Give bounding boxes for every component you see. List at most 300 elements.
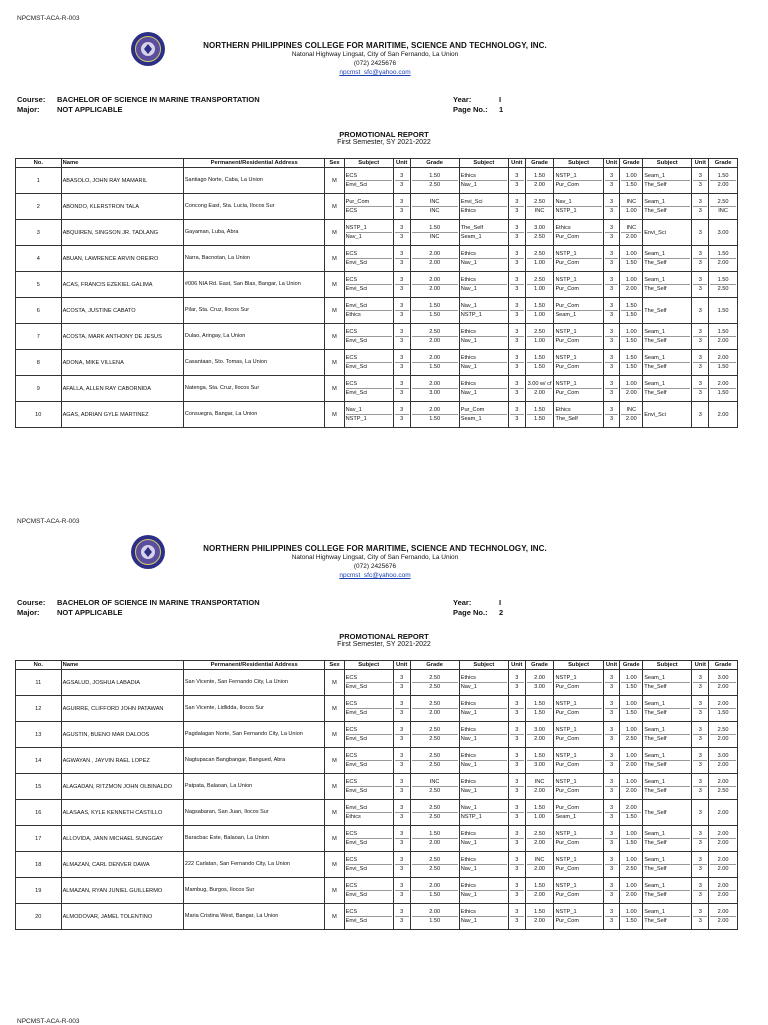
- student-name: ABASOLO, JOHN RAY MAMARIL: [61, 168, 183, 194]
- subject-unit-cell: [393, 722, 410, 748]
- subject-unit: 3: [510, 328, 524, 337]
- subject-unit: 3: [693, 830, 707, 839]
- subject-unit: 3: [400, 234, 404, 240]
- subject-name: Ethics: [461, 882, 507, 891]
- subject-grade: 2.00: [429, 286, 441, 292]
- column-header: Unit: [603, 159, 620, 168]
- column-header: Grade: [620, 661, 643, 670]
- subject-name: NSTP_1: [555, 700, 601, 709]
- subject-name-cell: [459, 246, 508, 272]
- subject-unit: 3: [400, 182, 404, 188]
- subject-name: ECS: [346, 250, 392, 259]
- subject-unit-cell: [692, 402, 709, 428]
- column-header: Name: [61, 661, 183, 670]
- subject-name: Nav_1: [460, 684, 477, 690]
- subject-unit-cell: [603, 774, 620, 800]
- subject-name: The_Self: [644, 736, 667, 742]
- subject-unit-cell: [393, 904, 410, 930]
- subject-grade: INC: [621, 224, 641, 233]
- subject-unit: 3: [698, 364, 702, 370]
- subject-unit-cell: [692, 800, 709, 826]
- subject-unit: 3: [609, 416, 614, 422]
- report-title-block: [0, 130, 768, 146]
- subject-name: Nav_1: [460, 182, 477, 188]
- subject-name: Envi_Sci: [345, 390, 368, 396]
- student-name: ADONA, MIKE VILLENA: [61, 350, 183, 376]
- subject-unit-cell: [393, 194, 410, 220]
- subject-name: Envi_Sci: [345, 286, 368, 292]
- subject-grade: 2.00: [429, 260, 441, 266]
- subject-unit: 3: [510, 830, 524, 839]
- subject-unit: 3: [605, 302, 619, 311]
- table-row: [16, 246, 738, 272]
- subject-unit: 3: [698, 684, 702, 690]
- subject-name-cell: [643, 168, 692, 194]
- subject-name: Seam_1: [644, 172, 690, 181]
- subject-grade: 2.00: [534, 736, 545, 742]
- subject-grade: 1.00: [625, 208, 637, 214]
- student-sex: M: [325, 748, 344, 774]
- student-name: AFALLA, ALLEN RAY CABORNIDA: [61, 376, 183, 402]
- subject-unit-cell: [692, 774, 709, 800]
- subject-grade: 1.50: [534, 416, 545, 422]
- subject-unit-cell: [508, 168, 525, 194]
- subject-grade-cell: [620, 298, 643, 324]
- subject-grade: 2.50: [527, 830, 553, 839]
- subject-name: Ethics: [461, 172, 507, 181]
- semester-label: First Semester, SY 2021-2022: [337, 641, 431, 648]
- column-header: Name: [61, 159, 183, 168]
- subject-unit: 3: [693, 700, 707, 709]
- subject-unit: 3: [609, 338, 614, 344]
- subject-grade: 2.50: [429, 684, 441, 690]
- subject-unit: 3: [510, 804, 524, 813]
- subject-unit-cell: [393, 324, 410, 350]
- subject-unit: 3: [605, 172, 619, 181]
- subject-grade: 2.00: [625, 234, 637, 240]
- student-name: AGWAYAN , JAYVIN RAEL LOPEZ: [61, 748, 183, 774]
- subject-grade-cell: [525, 748, 554, 774]
- subject-grade: 2.00: [534, 788, 545, 794]
- subject-name-cell: [554, 246, 603, 272]
- subject-name-cell: [554, 194, 603, 220]
- subject-grade: 1.00: [621, 778, 641, 787]
- student-name: AGUIRRE, CLIFFORD JOHN PATAWAN: [61, 696, 183, 722]
- student-address: Pilar, Sta. Cruz, Ilocos Sur: [183, 298, 325, 324]
- subject-grade-cell: [620, 670, 643, 696]
- subject-unit: 3: [515, 182, 519, 188]
- subject-unit: 3: [510, 882, 524, 891]
- subject-unit: 3: [698, 892, 702, 898]
- subject-name: Envi_Sci: [345, 684, 368, 690]
- subject-name: ECS: [346, 778, 392, 787]
- subject-name-cell: [459, 376, 508, 402]
- subject-name-cell: [344, 298, 393, 324]
- subject-name: Pur_Com: [555, 866, 580, 872]
- subject-name-cell: [459, 350, 508, 376]
- subject-name: Pur_Com: [555, 710, 580, 716]
- subject-grade-cell: [620, 194, 643, 220]
- column-header: Grade: [410, 159, 459, 168]
- student-address: 222 Carlatan, San Fernando City, La Union: [183, 852, 325, 878]
- subject-unit: 3: [395, 198, 409, 207]
- student-sex: M: [325, 774, 344, 800]
- student-sex: M: [325, 220, 344, 246]
- subject-grade-cell: [709, 220, 738, 246]
- subject-grade-cell: [410, 904, 459, 930]
- subject-grade-cell: [620, 350, 643, 376]
- subject-name-cell: [554, 350, 603, 376]
- subject-unit: 3: [605, 380, 619, 389]
- school-email-link[interactable]: npcmst_sfc@yahoo.com: [339, 572, 411, 579]
- subject-unit: 3: [698, 866, 702, 872]
- subject-name: Nav_1: [460, 788, 477, 794]
- subject-grade: 1.50: [625, 814, 637, 820]
- subject-unit-cell: [508, 272, 525, 298]
- subject-unit: 3: [515, 762, 519, 768]
- table-row: [16, 852, 738, 878]
- subject-name-cell: [643, 376, 692, 402]
- subject-name-cell: [554, 774, 603, 800]
- school-email-link[interactable]: npcmst_sfc@yahoo.com: [339, 69, 411, 76]
- subject-grade-cell: [525, 774, 554, 800]
- subject-unit: 3: [693, 752, 707, 761]
- subject-unit: 3: [698, 788, 702, 794]
- subject-unit: 3: [698, 411, 702, 418]
- subject-name: Pur_Com: [555, 338, 580, 344]
- subject-unit-cell: [692, 826, 709, 852]
- subject-grade: 2.50: [527, 276, 553, 285]
- subject-unit-cell: [692, 670, 709, 696]
- subject-unit-cell: [393, 696, 410, 722]
- subject-grade: 2.00: [412, 276, 458, 285]
- subject-unit: 3: [395, 302, 409, 311]
- subject-unit-cell: [603, 324, 620, 350]
- subject-name: Pur_Com: [461, 406, 507, 415]
- table-row: [16, 722, 738, 748]
- subject-grade: 2.00: [710, 908, 736, 917]
- subject-name: Nav_1: [460, 390, 477, 396]
- student-address: Narra, Bacnotan, La Union: [183, 246, 325, 272]
- subject-unit: 3: [609, 208, 614, 214]
- subject-name: Seam_1: [644, 354, 690, 363]
- subject-name: Ethics: [461, 250, 507, 259]
- subject-grade: 1.50: [412, 224, 458, 233]
- subject-name: Seam_1: [555, 814, 577, 820]
- subject-name-cell: [344, 800, 393, 826]
- subject-name-cell: [643, 774, 692, 800]
- subject-unit-cell: [508, 748, 525, 774]
- subject-name: Ethics: [461, 354, 507, 363]
- subject-unit: 3: [515, 684, 519, 690]
- student-sex: M: [325, 272, 344, 298]
- subject-grade: 1.50: [527, 752, 553, 761]
- subject-grade: INC: [718, 208, 728, 214]
- subject-unit: 3: [510, 726, 524, 735]
- subject-name-cell: [344, 350, 393, 376]
- subject-name-cell: [459, 272, 508, 298]
- student-number: 20: [16, 904, 62, 930]
- subject-name: ECS: [346, 726, 392, 735]
- subject-name: Nav_1: [460, 840, 477, 846]
- student-number: 8: [16, 350, 62, 376]
- subject-grade-cell: [410, 774, 459, 800]
- student-sex: M: [325, 852, 344, 878]
- column-header: Unit: [508, 661, 525, 670]
- subject-grade: 1.00: [621, 250, 641, 259]
- year-value: I: [499, 95, 502, 104]
- subject-name: Nav_1: [460, 918, 477, 924]
- subject-unit: 3: [395, 908, 409, 917]
- subject-name: NSTP_1: [460, 814, 482, 820]
- subject-unit-cell: [508, 220, 525, 246]
- subject-unit: 3: [510, 302, 524, 311]
- subject-name: The_Self: [644, 710, 667, 716]
- subject-unit: 3: [400, 286, 404, 292]
- subject-grade: 2.50: [429, 736, 441, 742]
- subject-name-cell: [344, 774, 393, 800]
- subject-grade-cell: [525, 168, 554, 194]
- subject-unit: 3: [693, 882, 707, 891]
- subject-unit-cell: [603, 376, 620, 402]
- subject-unit-cell: [692, 696, 709, 722]
- subject-grade: 2.00: [710, 882, 736, 891]
- page-no-value: 1: [499, 105, 504, 114]
- subject-grade-cell: [410, 376, 459, 402]
- subject-unit: 3: [510, 778, 524, 787]
- student-number: 14: [16, 748, 62, 774]
- student-number: 19: [16, 878, 62, 904]
- subject-grade-cell: [709, 194, 738, 220]
- subject-name: NSTP_1: [555, 328, 601, 337]
- subject-grade: 1.00: [534, 312, 545, 318]
- subject-grade-cell: [525, 826, 554, 852]
- subject-grade-cell: [620, 402, 643, 428]
- subject-grade: 1.00: [621, 726, 641, 735]
- subject-unit: 3: [400, 762, 404, 768]
- subject-unit: 3: [510, 276, 524, 285]
- table-row: [16, 220, 738, 246]
- subject-name: Pur_Com: [555, 260, 580, 266]
- subject-grade-cell: [410, 826, 459, 852]
- subject-name: The_Self: [461, 224, 507, 233]
- subject-name: ECS: [346, 700, 392, 709]
- subject-grade: 1.00: [534, 260, 545, 266]
- subject-name: Envi_Sci: [345, 840, 368, 846]
- subject-grade: 1.50: [527, 908, 553, 917]
- column-header: Subject: [643, 661, 692, 670]
- subject-grade-cell: [709, 800, 738, 826]
- subject-grade: 2.50: [710, 198, 736, 207]
- subject-name: NSTP_1: [555, 172, 601, 181]
- subject-name: Seam_1: [644, 198, 690, 207]
- subject-name: Pur_Com: [555, 788, 580, 794]
- subject-grade: 3.00: [534, 762, 545, 768]
- subject-grade: 2.00: [527, 674, 553, 683]
- table-row: [16, 800, 738, 826]
- student-number: 6: [16, 298, 62, 324]
- subject-name-cell: [344, 220, 393, 246]
- subject-grade: 2.00: [412, 354, 458, 363]
- subject-unit: 3: [693, 778, 707, 787]
- subject-name-cell: [344, 670, 393, 696]
- subject-unit-cell: [603, 272, 620, 298]
- subject-grade: 2.50: [429, 762, 441, 768]
- subject-name-cell: [344, 904, 393, 930]
- subject-grade-cell: [709, 246, 738, 272]
- subject-name: Envi_Sci: [345, 762, 368, 768]
- subject-name: Pur_Com: [346, 198, 392, 207]
- column-header: Grade: [709, 159, 738, 168]
- subject-name: Envi_Sci: [346, 804, 392, 813]
- school-phone: (072) 2425676: [353, 563, 397, 570]
- subject-grade: 2.50: [429, 866, 441, 872]
- table-row: [16, 904, 738, 930]
- subject-grade: 1.00: [621, 380, 641, 389]
- subject-unit: 3: [609, 788, 614, 794]
- subject-name: NSTP_1: [555, 354, 601, 363]
- subject-unit: 3: [605, 674, 619, 683]
- student-sex: M: [325, 800, 344, 826]
- subject-name-cell: [643, 852, 692, 878]
- course-label: Course:: [17, 95, 46, 104]
- subject-grade-cell: [525, 324, 554, 350]
- subject-unit-cell: [692, 194, 709, 220]
- student-address: Nagtupacan Bangbangar, Bangued, Abra: [183, 748, 325, 774]
- column-header: Grade: [525, 661, 554, 670]
- year-value: I: [499, 598, 502, 607]
- subject-name: Seam_1: [460, 416, 482, 422]
- subject-name: NSTP_1: [555, 882, 601, 891]
- subject-grade-cell: [410, 670, 459, 696]
- subject-name: Pur_Com: [555, 840, 580, 846]
- subject-unit-cell: [393, 748, 410, 774]
- subject-grade-cell: [620, 376, 643, 402]
- subject-grade-cell: [709, 670, 738, 696]
- subject-name-cell: [643, 402, 692, 428]
- subject-unit-cell: [508, 298, 525, 324]
- subject-name: Envi_Sci: [345, 338, 368, 344]
- subject-unit: 3: [698, 809, 702, 816]
- subject-name-cell: [459, 878, 508, 904]
- subject-unit: 3: [698, 208, 702, 214]
- subject-grade: 2.50: [412, 700, 458, 709]
- subject-grade: 1.50: [625, 684, 637, 690]
- subject-grade: 2.50: [412, 856, 458, 865]
- subject-name: Envi_Sci: [345, 788, 368, 794]
- subject-name: Pur_Com: [555, 918, 580, 924]
- student-name: ABQUIREN, SINGSON JR. TADLANG: [61, 220, 183, 246]
- subject-grade: 1.00: [534, 338, 545, 344]
- subject-name: ECS: [345, 208, 358, 214]
- subject-unit: 3: [515, 866, 519, 872]
- subject-unit-cell: [692, 168, 709, 194]
- subject-grade-cell: [410, 168, 459, 194]
- subject-name: Seam_1: [555, 312, 577, 318]
- subject-grade-cell: [620, 904, 643, 930]
- subject-unit-cell: [603, 246, 620, 272]
- subject-grade: 2.00: [625, 390, 637, 396]
- subject-name: NSTP_1: [555, 208, 577, 214]
- subject-grade-cell: [709, 168, 738, 194]
- subject-unit-cell: [393, 826, 410, 852]
- subject-unit: 3: [515, 208, 519, 214]
- subject-unit-cell: [603, 800, 620, 826]
- subject-grade: 2.00: [717, 866, 729, 872]
- course-block: [17, 598, 260, 618]
- subject-unit: 3: [510, 752, 524, 761]
- subject-name: Ethics: [461, 778, 507, 787]
- subject-unit: 3: [609, 840, 614, 846]
- subject-grade: 1.00: [534, 286, 545, 292]
- subject-grade-cell: [709, 272, 738, 298]
- student-address: San Vicente, Lidlidda, Ilocos Sur: [183, 696, 325, 722]
- subject-unit: 3: [609, 234, 614, 240]
- subject-name-cell: [459, 696, 508, 722]
- subject-unit: 3: [510, 700, 524, 709]
- subject-grade: 1.50: [710, 276, 736, 285]
- subject-grade-cell: [410, 800, 459, 826]
- subject-grade: 1.50: [527, 354, 553, 363]
- subject-name-cell: [643, 350, 692, 376]
- student-name: ALLOVIDA, JANN MICHAEL SUNGGAY: [61, 826, 183, 852]
- subject-grade: 2.00: [717, 684, 729, 690]
- subject-name-cell: [643, 324, 692, 350]
- subject-name: Seam_1: [644, 250, 690, 259]
- subject-name: Nav_1: [460, 892, 477, 898]
- subject-grade: 1.50: [717, 390, 729, 396]
- student-sex: M: [325, 878, 344, 904]
- subject-unit: 3: [395, 778, 409, 787]
- subject-name: Nav_1: [460, 762, 477, 768]
- subject-name: Envi_Sci: [345, 182, 368, 188]
- subject-name-cell: [344, 194, 393, 220]
- subject-grade-cell: [410, 748, 459, 774]
- subject-grade: 2.50: [429, 788, 441, 794]
- subject-unit-cell: [393, 168, 410, 194]
- student-address: Gayaman, Luba, Abra: [183, 220, 325, 246]
- subject-name-cell: [459, 168, 508, 194]
- subject-unit: 3: [609, 390, 614, 396]
- column-header: Subject: [554, 159, 603, 168]
- subject-unit-cell: [393, 878, 410, 904]
- subject-grade-cell: [525, 246, 554, 272]
- subject-name: NSTP_1: [555, 276, 601, 285]
- subject-grade: INC: [621, 406, 641, 415]
- subject-grade-cell: [410, 350, 459, 376]
- subject-grade: 1.50: [625, 710, 637, 716]
- table-row: [16, 168, 738, 194]
- subject-name-cell: [344, 272, 393, 298]
- subject-name-cell: [643, 670, 692, 696]
- subject-unit: 3: [698, 710, 702, 716]
- subject-unit: 3: [395, 804, 409, 813]
- subject-name-cell: [554, 324, 603, 350]
- table-row: [16, 350, 738, 376]
- subject-name-cell: [554, 748, 603, 774]
- subject-unit: 3: [400, 788, 404, 794]
- student-number: 7: [16, 324, 62, 350]
- column-header: Permanent/Residential Address: [183, 661, 325, 670]
- subject-unit: 3: [395, 726, 409, 735]
- grades-table: [15, 660, 738, 930]
- student-address: Nagsabaran, San Juan, Ilocos Sur: [183, 800, 325, 826]
- subject-unit: 3: [400, 814, 404, 820]
- subject-unit: 3: [400, 918, 404, 924]
- subject-grade-cell: [620, 246, 643, 272]
- subject-unit: 3: [400, 364, 404, 370]
- subject-unit: 3: [605, 830, 619, 839]
